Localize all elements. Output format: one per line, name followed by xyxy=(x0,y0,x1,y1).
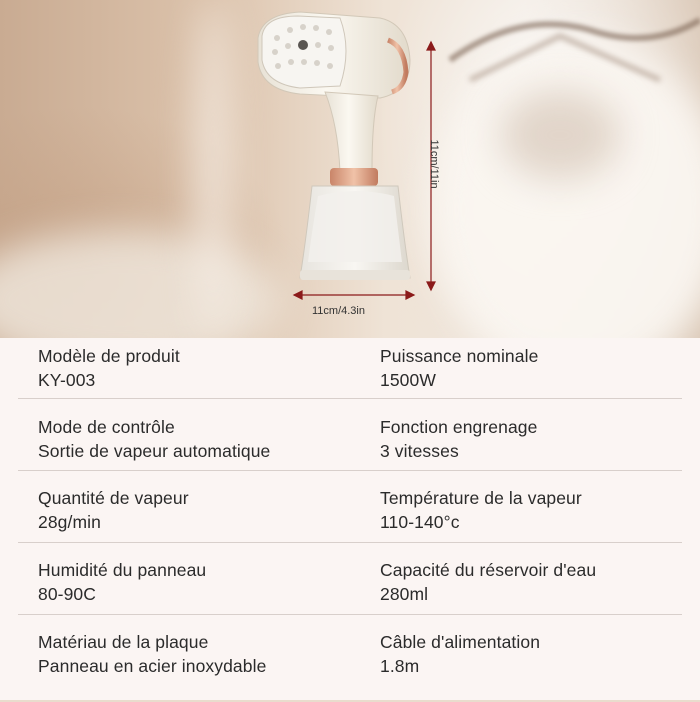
row-divider xyxy=(18,542,682,543)
spec-cell xyxy=(380,415,537,463)
spec-label: Modèle de produit xyxy=(38,346,180,366)
spec-label: Capacité du réservoir d'eau xyxy=(380,560,597,580)
spec-cell xyxy=(38,344,180,392)
width-dimension-label: 11cm/4.3in xyxy=(312,305,365,317)
spec-cell xyxy=(380,344,538,392)
spec-value: Sortie de vapeur automatique xyxy=(38,441,271,461)
spec-value: 280ml xyxy=(380,584,429,604)
product-photo xyxy=(0,0,700,338)
spec-label: Température de la vapeur xyxy=(380,488,582,508)
spec-label: Puissance nominale xyxy=(380,346,539,366)
spec-label: Quantité de vapeur xyxy=(38,488,189,508)
spec-value: 1.8m xyxy=(380,656,420,676)
spec-value: KY-003 xyxy=(38,370,96,390)
height-dimension-label: 11cm/11in xyxy=(428,139,440,189)
spec-value: 80-90C xyxy=(38,584,96,604)
spec-cell xyxy=(38,558,206,606)
spec-row xyxy=(18,486,682,558)
spec-value: 3 vitesses xyxy=(380,441,459,461)
spec-value: 1500W xyxy=(380,370,436,390)
spec-row xyxy=(18,415,682,487)
spec-label: Humidité du panneau xyxy=(38,560,207,580)
spec-row xyxy=(18,558,682,630)
spec-label: Mode de contrôle xyxy=(38,417,175,437)
row-divider xyxy=(18,614,682,615)
spec-label: Fonction engrenage xyxy=(380,417,538,437)
row-divider xyxy=(18,470,682,471)
spec-cell xyxy=(380,486,582,534)
spec-label: Matériau de la plaque xyxy=(38,632,209,652)
spec-cell xyxy=(38,486,189,534)
spec-label: Câble d'alimentation xyxy=(380,632,541,652)
spec-cell xyxy=(38,630,266,678)
spec-row xyxy=(18,630,682,702)
spec-value: Panneau en acier inoxydable xyxy=(38,656,267,676)
row-divider xyxy=(18,398,682,399)
spec-row xyxy=(18,344,682,416)
spec-cell xyxy=(380,558,596,606)
spec-cell xyxy=(38,415,270,463)
spec-value: 110-140°c xyxy=(380,512,460,532)
spec-cell xyxy=(380,630,540,678)
steamer-illustration xyxy=(0,0,700,338)
spec-value: 28g/min xyxy=(38,512,101,532)
